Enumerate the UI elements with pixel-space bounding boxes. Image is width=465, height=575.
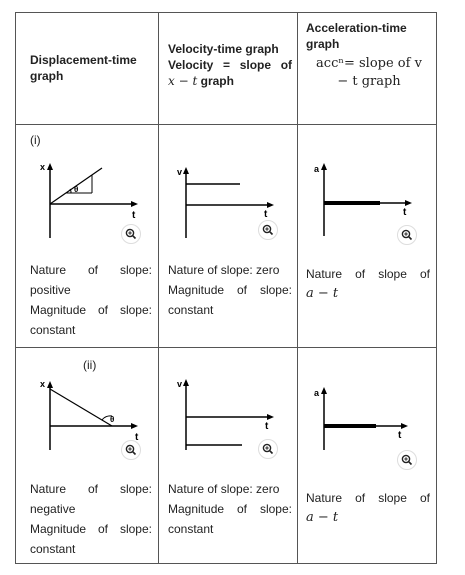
x-axis-label: t	[398, 430, 402, 441]
table-border-right	[436, 12, 437, 564]
row1-col2-description	[168, 260, 292, 320]
y-axis-label: a	[314, 164, 320, 174]
x-axis-arrow	[401, 423, 408, 429]
y-axis-arrow	[321, 387, 327, 394]
x-axis-label: t	[265, 421, 269, 432]
magnitude-of-slope-value: constant	[30, 542, 76, 556]
nature-of-slope-line: Nature of slope of	[306, 267, 430, 281]
row1-col1-zoom-button[interactable]	[121, 224, 141, 244]
table-border-bottom	[15, 563, 437, 564]
zoom-in-icon	[397, 450, 417, 470]
nature-of-slope-line: Nature of slope:	[30, 263, 152, 277]
y-axis-label: v	[177, 379, 183, 389]
row2-label: (ii)	[83, 358, 97, 372]
header-acceleration-formula-2: − t graph	[337, 74, 401, 89]
table-border-left	[15, 12, 16, 564]
header-velocity-time	[168, 41, 292, 89]
magnitude-of-slope-line: Magnitude of slope:	[30, 303, 152, 317]
nature-of-slope-line: Nature of slope: zero	[168, 263, 280, 277]
zoom-in-icon	[258, 220, 278, 240]
y-axis-arrow	[321, 163, 327, 170]
angle-label: θ	[110, 415, 115, 424]
angle-label: θ	[74, 185, 79, 194]
nature-of-slope-line: Nature of slope of	[306, 491, 430, 505]
nature-of-slope-line: Nature of slope:	[30, 482, 152, 496]
y-axis-arrow	[183, 167, 189, 174]
zoom-in-icon	[397, 225, 417, 245]
zoom-in-icon	[121, 224, 141, 244]
row2-col3-zoom-button[interactable]	[397, 450, 417, 470]
header-acceleration-title: Acceleration-time graph	[306, 21, 407, 51]
row2-col1-zoom-button[interactable]	[121, 440, 141, 460]
table-divider-row	[15, 347, 437, 348]
nature-of-slope-line: Nature of slope: zero	[168, 482, 280, 496]
a-t-term: a − t	[306, 286, 339, 301]
table-border-top	[15, 12, 437, 13]
row2-col2-zoom-button[interactable]	[258, 439, 278, 459]
magnitude-of-slope-line: Magnitude of slope:	[168, 283, 292, 297]
y-axis-label: v	[177, 167, 183, 177]
angle-arc	[70, 189, 71, 193]
table-divider-col2	[297, 12, 298, 564]
y-axis-label: x	[40, 162, 46, 172]
nature-of-slope-value: negative	[30, 502, 76, 516]
slope-line	[50, 389, 115, 426]
x-axis-label: t	[135, 432, 139, 443]
magnitude-of-slope-line: Magnitude of slope:	[30, 522, 152, 536]
x-axis-label: t	[264, 209, 268, 220]
x-axis-arrow	[131, 423, 138, 429]
zoom-in-icon	[121, 440, 141, 460]
header-displacement-time: Displacement-time graph	[30, 53, 137, 83]
x-axis-arrow	[267, 202, 274, 208]
row2-col3-description	[306, 488, 430, 528]
y-axis-label: a	[314, 388, 320, 398]
header-acceleration-formula: accⁿ= slope of v	[316, 56, 422, 71]
magnitude-of-slope-value: constant	[30, 323, 76, 337]
row1-col3-zoom-button[interactable]	[397, 225, 417, 245]
x-axis-arrow	[267, 414, 274, 420]
header-velocity-formula-2: x − t graph	[168, 74, 234, 88]
y-axis-arrow	[183, 379, 189, 386]
table-divider-header	[15, 124, 437, 125]
header-acceleration-time	[306, 20, 432, 91]
row2-col2-description	[168, 479, 292, 539]
y-axis-arrow	[47, 163, 53, 170]
y-axis-arrow	[47, 381, 53, 388]
row1-col1-description	[30, 260, 152, 340]
row2-col1-description	[30, 479, 152, 559]
magnitude-of-slope-value: constant	[168, 522, 214, 536]
x-axis-arrow	[405, 200, 412, 206]
nature-of-slope-value: positive	[30, 283, 71, 297]
x-axis-label: t	[132, 210, 136, 221]
header-velocity-formula: Velocity = slope of	[168, 58, 293, 72]
zoom-in-icon	[258, 439, 278, 459]
magnitude-of-slope-value: constant	[168, 303, 214, 317]
x-axis-label: t	[403, 207, 407, 218]
header-velocity-title: Velocity-time graph	[168, 42, 279, 56]
magnitude-of-slope-line: Magnitude of slope:	[168, 502, 292, 516]
row1-col2-zoom-button[interactable]	[258, 220, 278, 240]
y-axis-label: x	[40, 379, 46, 389]
table-divider-col1	[158, 12, 159, 564]
row1-col3-description	[306, 264, 430, 304]
x-axis-arrow	[131, 201, 138, 207]
a-t-term: a − t	[306, 510, 339, 525]
row1-label: (i)	[30, 133, 41, 147]
